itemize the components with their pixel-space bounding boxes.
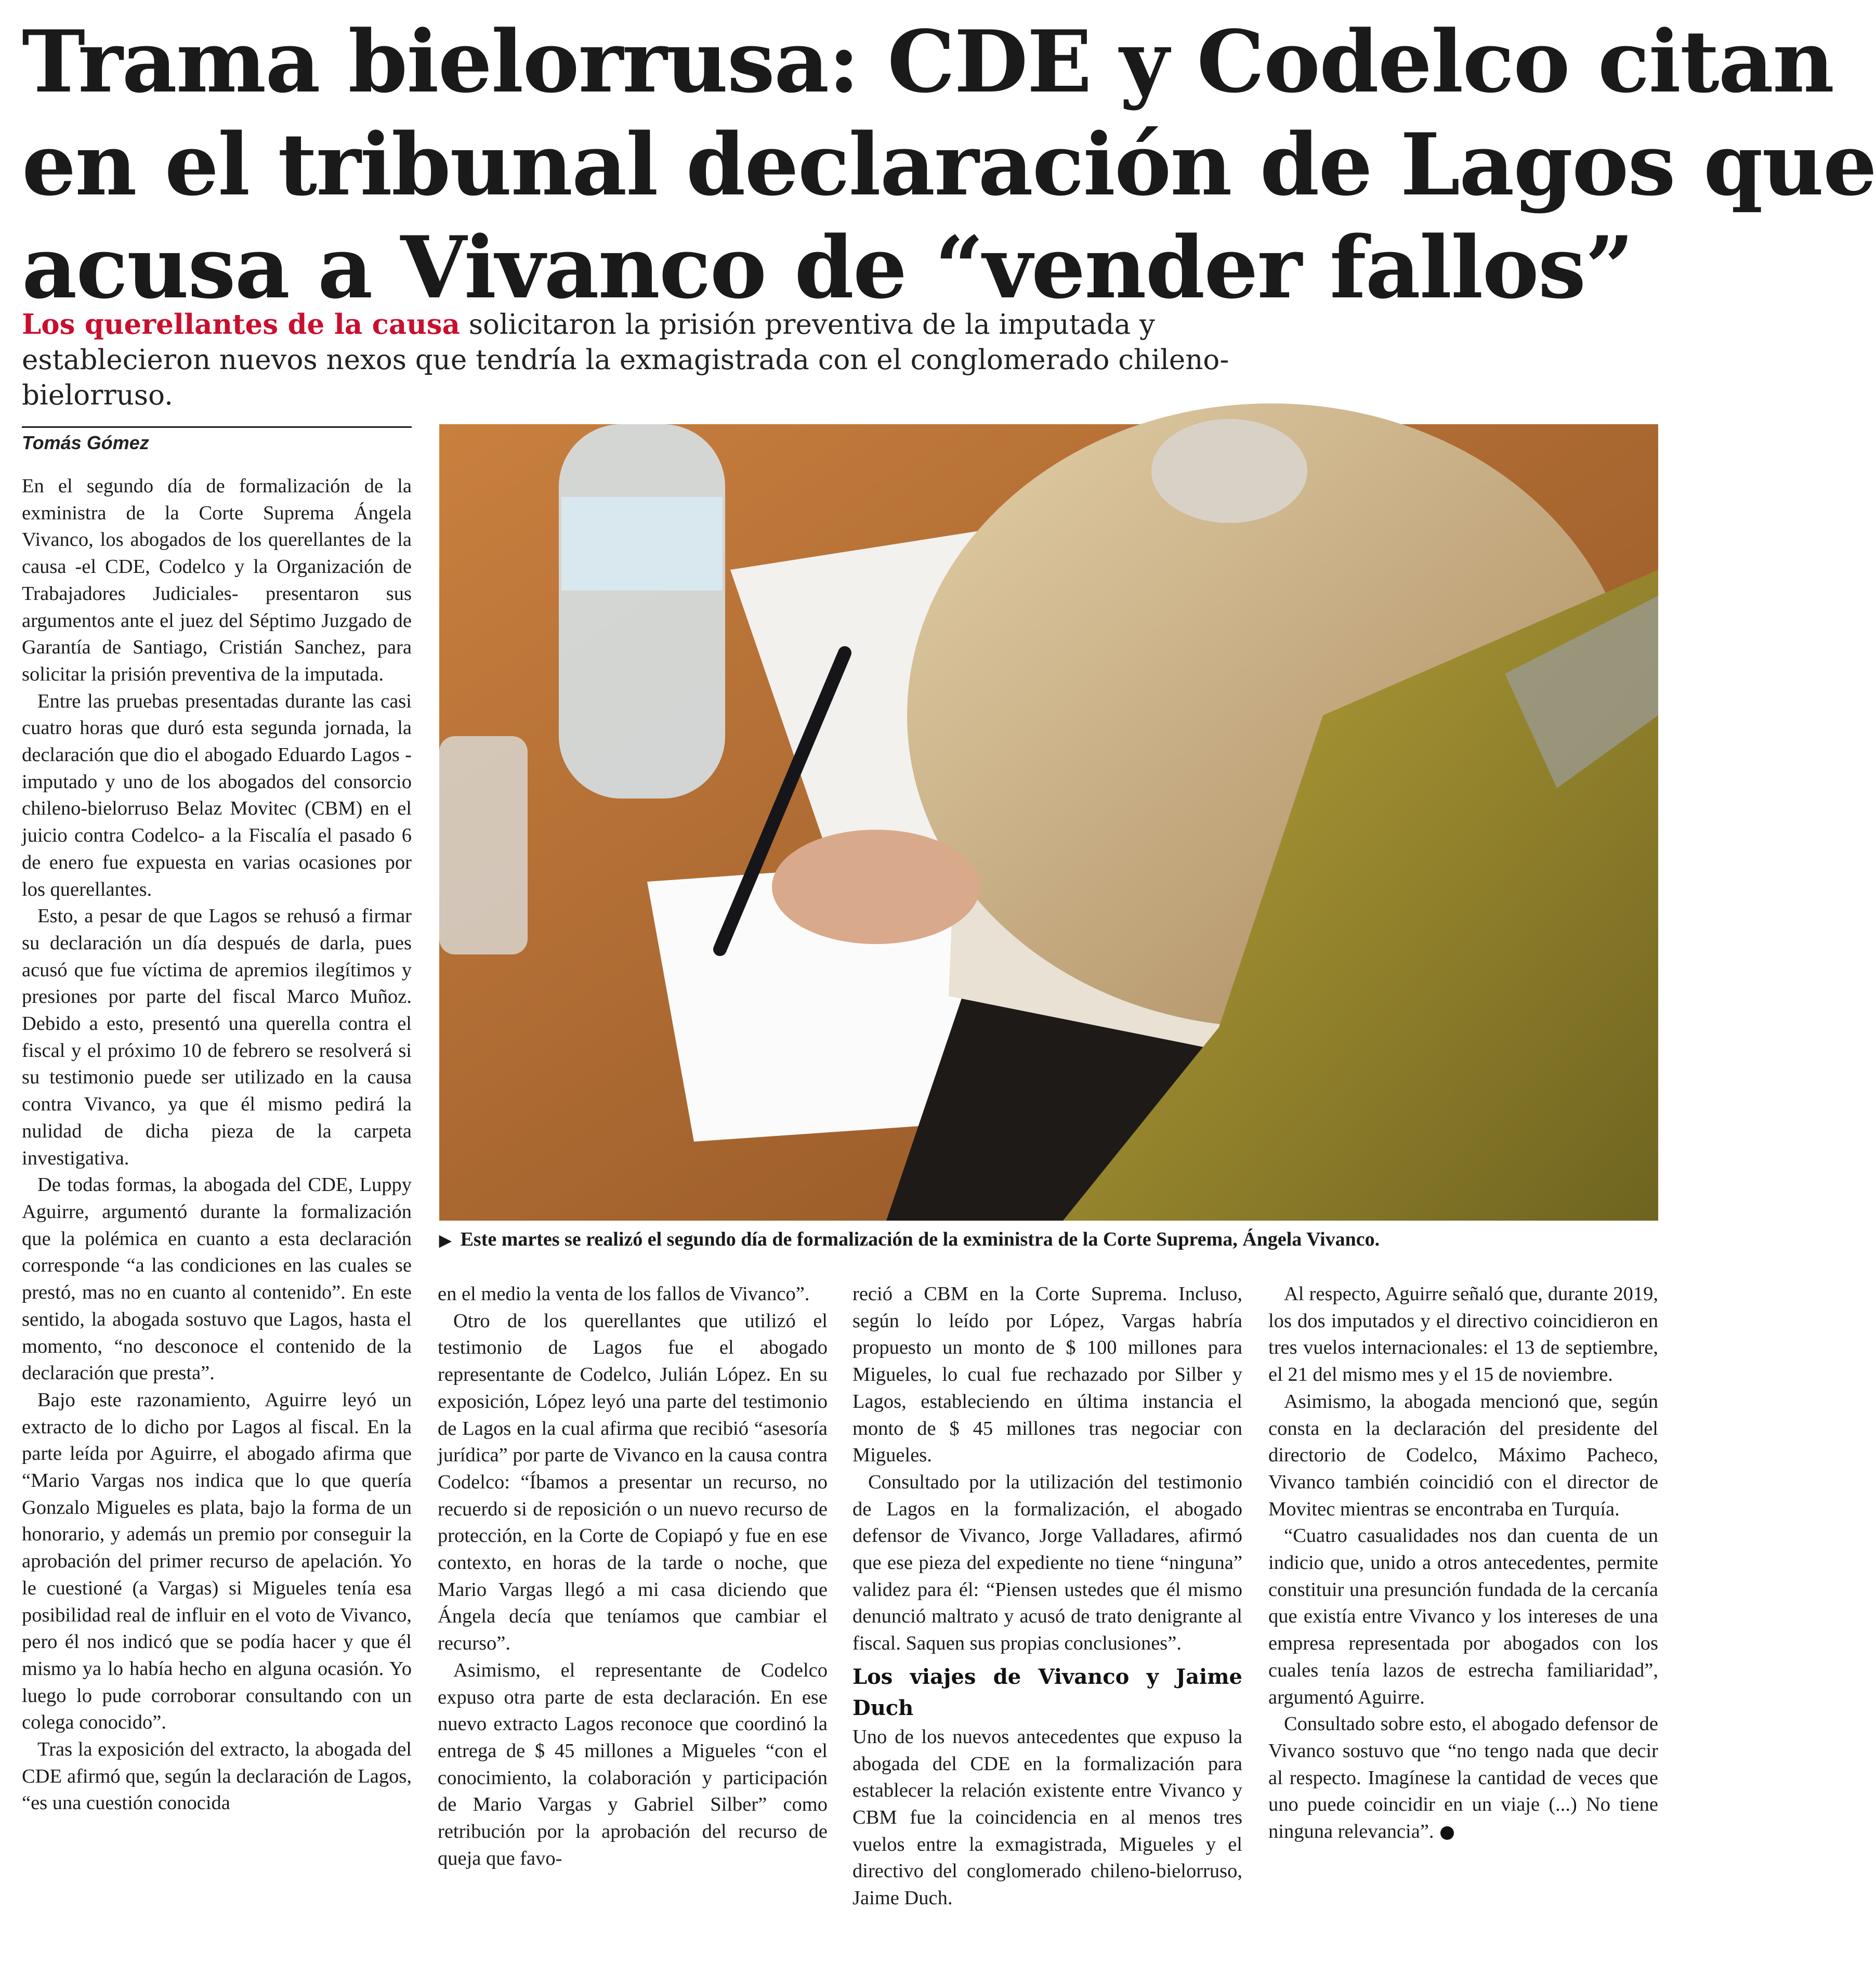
paragraph: Esto, a pesar de que Lagos se rehusó a firmar su declaración un día después de darla, pues acusó que fue víctima de apremios ilegítimos y presiones por parte del fiscal Marco Muñoz. Debido a esto, presentó una querella contra el fiscal y el próximo 10 de febrero se resolverá si su testimonio puede ser utilizado en la causa contra Vivanco, ya que él mismo pedirá la nulidad de dicha pieza de la carpeta investigativa. [22, 905, 412, 1169]
headline-line: Trama bielorrusa: CDE y Codelco citan [22, 11, 1834, 112]
paragraph: Uno de los nuevos antecedentes que expuso la abogada del CDE en la formalización para establecer la relación existente entre Vivanco y CBM fue la coincidencia en al menos tres vuelos entre la exmagistrada, Migueles y el directivo del conglomerado chileno-bielorruso, Jaime Duch. [852, 1725, 1242, 1909]
column-1 [22, 473, 412, 1817]
paragraph: Al respecto, Aguirre señaló que, durante 2019, los dos imputados y el directivo coincidieron en tres vuelos internacionales: el 13 de septiembre, el 21 del mismo mes y el 15 de noviembre. [1268, 1283, 1658, 1386]
paragraph: Consultado por la utilización del testimonio de Lagos en la formalización, el abogado defensor de Vivanco, Jorge Valladares, afirmó que ese pieza del expediente no tiene “ninguna” validez para él: “Piensen ustedes que él mismo denunció maltrato y acusó de trato denigrante al fiscal. Saquen sus propias conclusiones”. [852, 1471, 1242, 1655]
paragraph: En el segundo día de formalización de la exministra de la Corte Suprema Ángela Vivanco, los abogados de los querellantes de la causa -el CDE, Codelco y la Organización de Trabajadores Judiciales- presentaron sus argumentos ante el juez del Séptimo Juzgado de Garantía de Santiago, Cristián Sanchez, para solicitar la prisión preventiva de la imputada. [22, 475, 412, 685]
deck-text: solicitaron la prisión preventiva de la imputada y establecieron nuevos nexos que tendría la exmagistrada con el conglomerado chileno-bielorruso. [22, 309, 1229, 411]
paragraph: “Cuatro casualidades nos dan cuenta de un indicio que, unido a otros antecedentes, permite constituir una presunción fundada de la cercanía que existía entre Vivanco y los intereses de una empresa representada por abogados con los cuales tenía lazos de estrecha familiaridad”, argumentó Aguirre. [1268, 1525, 1658, 1708]
headline [22, 10, 1876, 319]
headline-line: acusa a Vivanco de “vender fallos” [22, 217, 1633, 318]
paragraph: De todas formas, la abogada del CDE, Luppy Aguirre, argumentó durante la formalización que la polémica en cuanto a esta declaración corresponde “a las condiciones en las cuales se prestó, mas no en cuanto al contenido”. En este sentido, la abogada sostuvo que Lagos, hasta el momento, “no desconoce el contenido de la declaración que presta”. [22, 1174, 412, 1384]
photo-caption [439, 1228, 1658, 1251]
article-photo [439, 424, 1658, 1221]
paragraph: en el medio la venta de los fallos de Vivanco”. [438, 1283, 810, 1305]
photo-illustration [439, 424, 1658, 1221]
paragraph: Asimismo, la abogada mencionó que, según consta en la declaración del presidente del directorio de Codelco, Máximo Pacheco, Vivanco también coincidió con el director de Movitec mientras se encontraba en Turquía. [1268, 1390, 1658, 1520]
paragraph: Entre las pruebas presentadas durante las casi cuatro horas que duró esta segunda jornada, la declaración que dio el abogado Eduardo Lagos -imputado y uno de los abogados del consorcio chileno-bielorruso Belaz Movitec (CBM) en el juicio contra Codelco- a la Fiscalía el pasado 6 de enero fue expuesta en varias ocasiones por los querellantes. [22, 690, 412, 900]
deck [22, 307, 1321, 413]
column-2 [438, 1281, 828, 1872]
caption-text: Este martes se realizó el segundo día de formalización de la exministra de la Corte Suprema, Ángela Vivanco. [460, 1228, 1380, 1250]
byline: Tomás Gómez [22, 426, 412, 454]
column-4 [1268, 1281, 1658, 1846]
paragraph [1268, 1711, 1658, 1846]
paragraph: Bajo este razonamiento, Aguirre leyó un extracto de lo dicho por Lagos al fiscal. En la parte leída por Aguirre, el abogado afirma que “Mario Vargas nos indica que lo que quería Gonzalo Migueles es plata, bajo la forma de un honorario, y además un premio por conseguir la aprobación del primer recurso de apelación. Yo le cuestioné (a Vargas) si Migueles tenía esa posibilidad real de influir en el voto de Vivanco, pero él nos indicó que se podía hacer y que él mismo ya lo había hecho en alguna ocasión. Yo luego lo pude corroborar consultando con un colega conocido”. [22, 1389, 412, 1734]
end-of-article-dot-icon [1440, 1826, 1454, 1840]
deck-kicker: Los querellantes de la causa [22, 308, 460, 341]
paragraph-text: Consultado sobre esto, el abogado defensor de Vivanco sostuvo que “no tengo nada que decir al respecto. Imagínese la cantidad de veces que uno puede coincidir en un viaje (...) No tiene ninguna relevancia”. [1268, 1713, 1658, 1843]
triangle-right-icon: ▶ [439, 1232, 452, 1249]
subheading: Los viajes de Vivanco y Jaime Duch [852, 1664, 1242, 1720]
column-3 [852, 1281, 1242, 1912]
paragraph: reció a CBM en la Corte Suprema. Incluso, según lo leído por López, Vargas habría propuesto un monto de $ 100 millones para Migueles, lo cual fue rechazado por Silber y Lagos, estableciendo en última instancia el monto de $ 45 millones tras negociar con Migueles. [852, 1283, 1242, 1467]
paragraph: Otro de los querellantes que utilizó el testimonio de Lagos fue el abogado representante de Codelco, Julián López. En su exposición, López leyó una parte del testimonio de Lagos en la cual afirma que recibió “asesoría jurídica” por parte de Vivanco en la causa contra Codelco: “Íbamos a presentar un recurso, no recuerdo si de reposición o un nuevo recurso de protección, en la Corte de Copiapó y fue en ese contexto, en horas de la tarde o noche, que Mario Vargas llegó a mi casa diciendo que Ángela decía que teníamos que cambiar el recurso”. [438, 1310, 828, 1655]
paragraph: Asimismo, el representante de Codelco expuso otra parte de esta declaración. En ese nuevo extracto Lagos reconoce que coordinó la entrega de $ 45 millones a Migueles “con el conocimiento, la colaboración y participación de Mario Vargas y Gabriel Silber” como retribución por la aprobación del recurso de queja que favo- [438, 1659, 828, 1869]
paragraph: Tras la exposición del extracto, la abogada del CDE afirmó que, según la declaración de Lagos, “es una cuestión conocida [22, 1738, 412, 1814]
headline-line: en el tribunal declaración de Lagos que [22, 114, 1876, 215]
